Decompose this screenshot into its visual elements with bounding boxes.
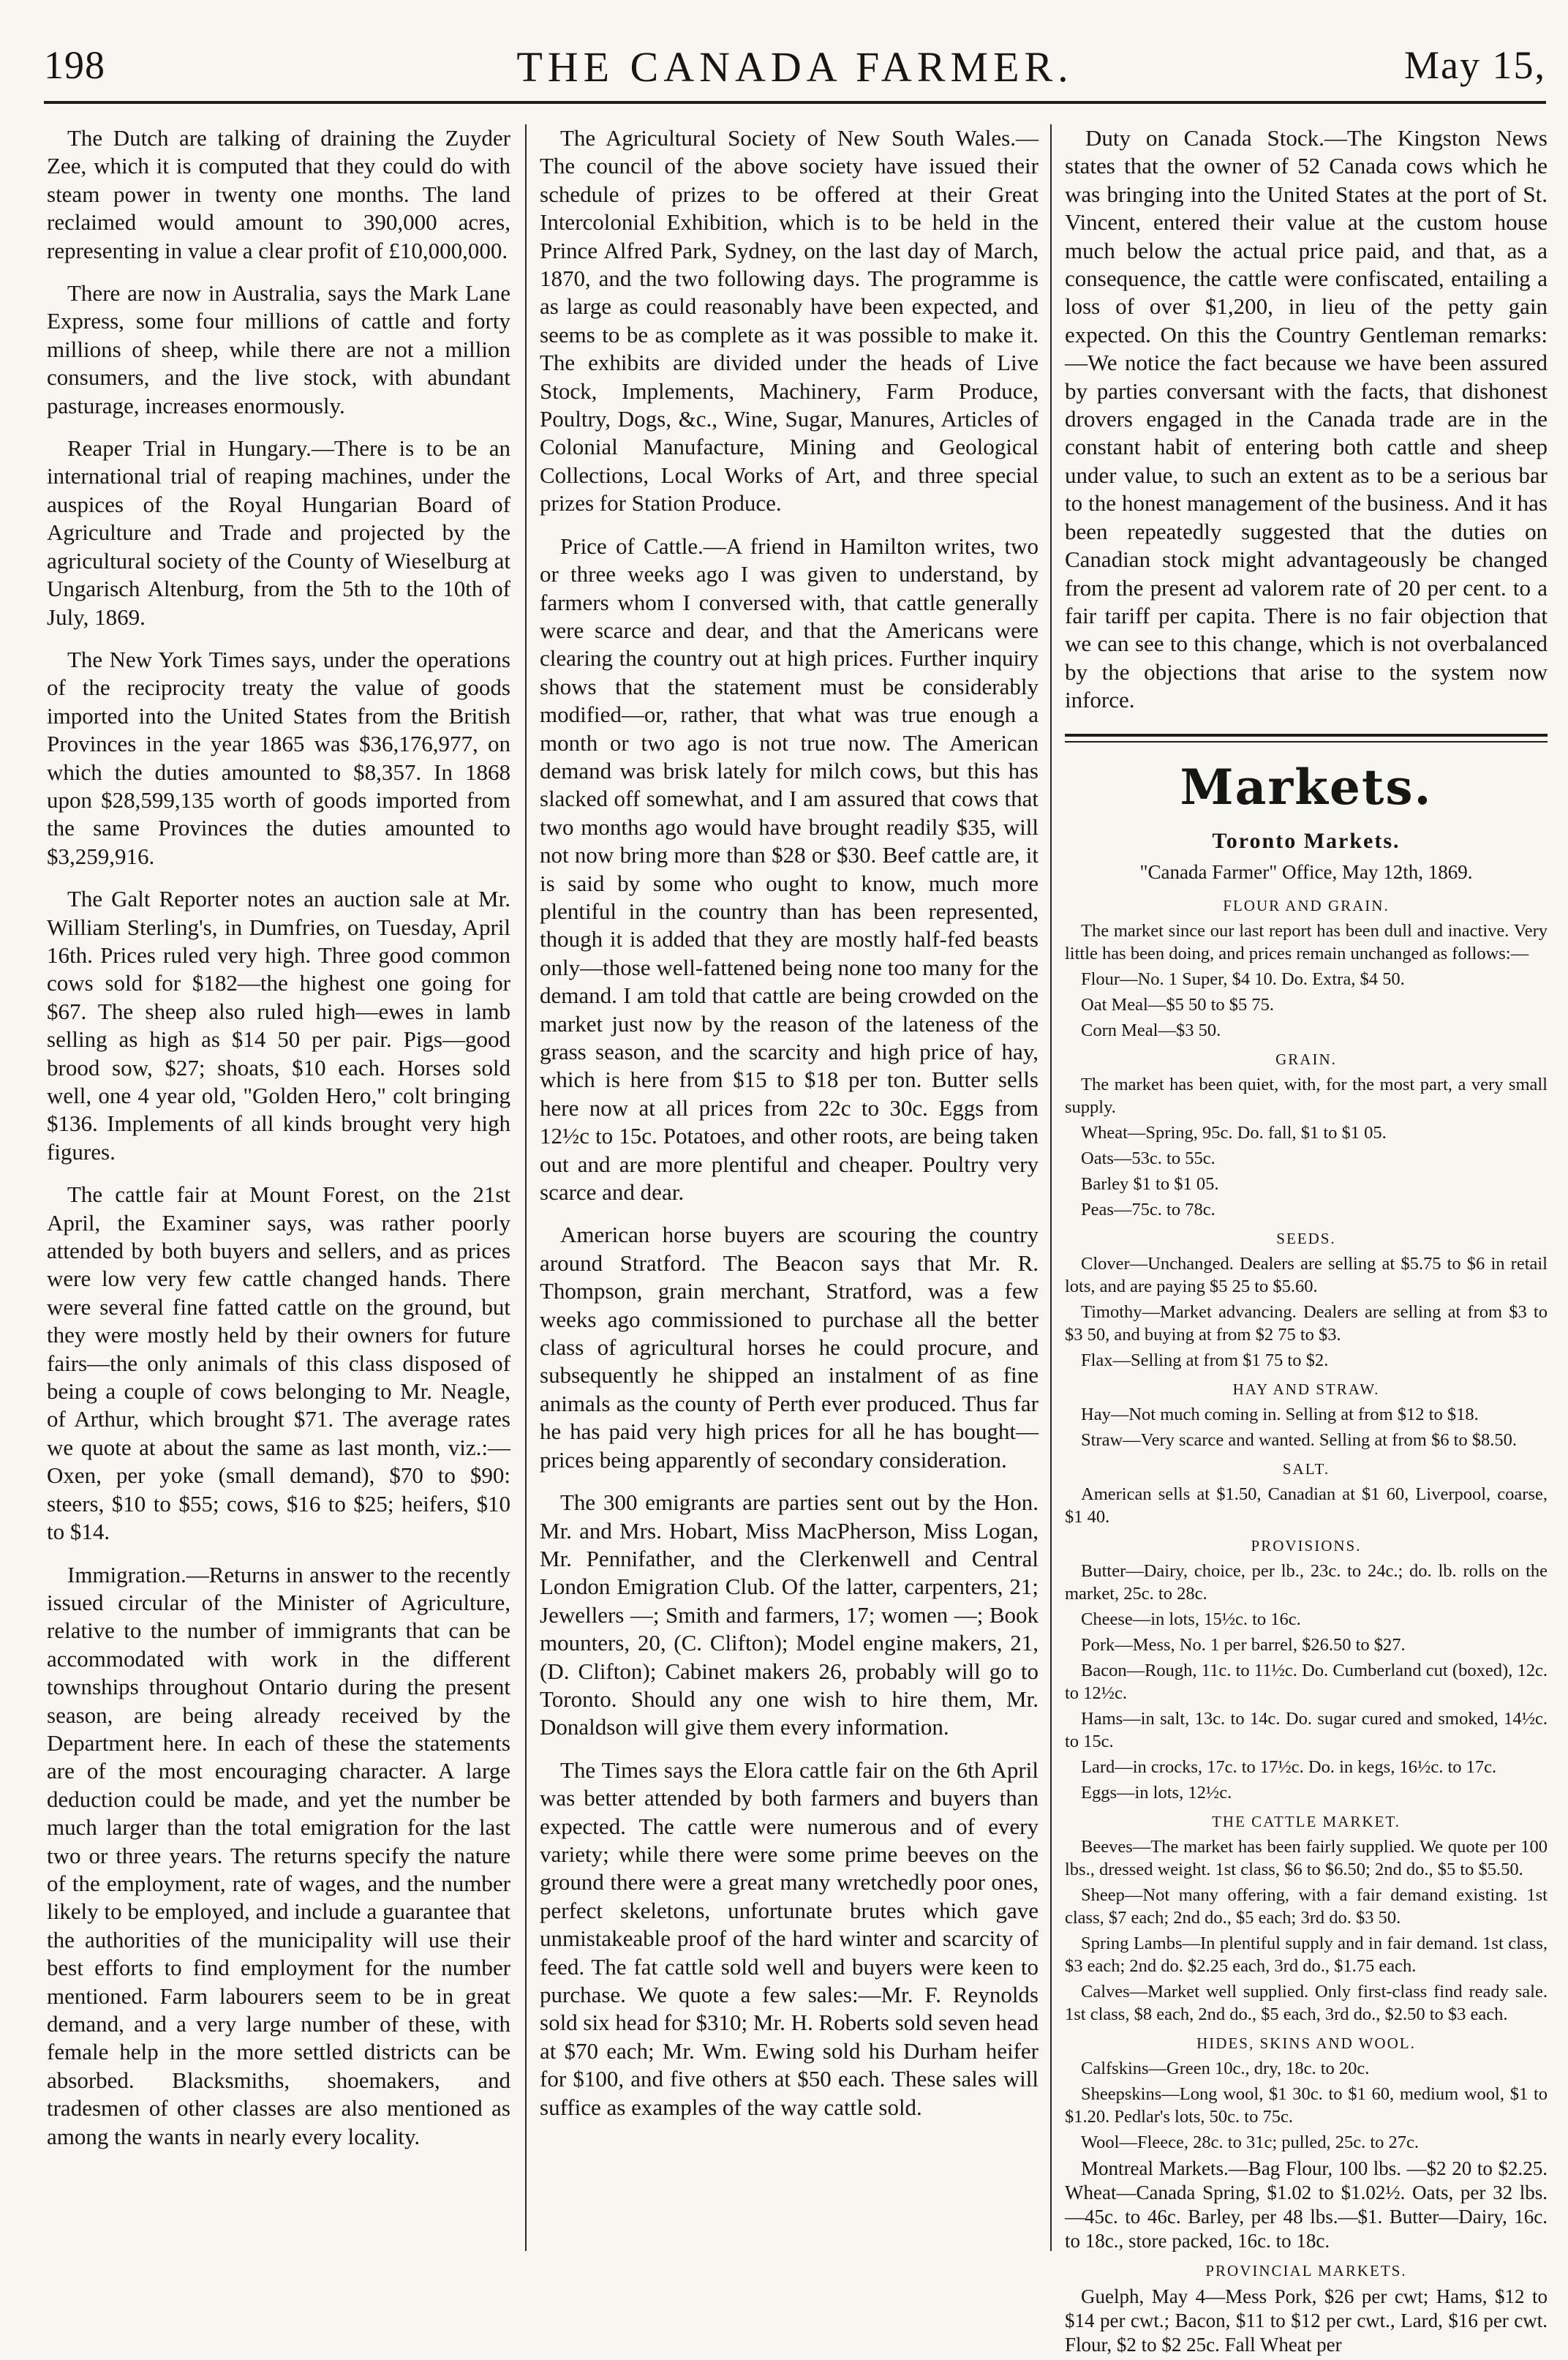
- article-reaper-trial: Reaper Trial in Hungary.—There is to be an international trial of reaping machines, under the auspices of the Royal Hungarian Board of Agriculture and Trade and projected by the agricultural society of the County of Wieselburg at Ungarisch Altenburg, from the 5th to the 10th of July, 1869.: [47, 435, 510, 630]
- markets-rule-top: [1065, 734, 1548, 737]
- masthead: [44, 38, 1546, 97]
- montreal-markets: Montreal Markets.—Bag Flour, 100 lbs. —$2 20 to $2.25. Wheat—Canada Spring, $1.02 to $1.02½. Oats, per 32 lbs.—45c. to 46c. Barley, per 48 lbs.—$1. Butter—Dairy, 16c. to 18c., store packed, 16c. to 18c.: [1065, 2157, 1548, 2252]
- page-number: 198: [44, 43, 105, 87]
- timothy-price: Timothy—Market advancing. Dealers are selling at from $3 to $3 50, and buying at from $2 75 to $3.: [1065, 1301, 1548, 1345]
- cornmeal-price: Corn Meal—$3 50.: [1081, 1020, 1221, 1040]
- sheep-price: Sheep—Not many offering, with a fair demand existing. 1st class, $7 each; 2nd do., $5 each; 3rd do. $3 50.: [1065, 1884, 1548, 1928]
- column-1: [47, 124, 510, 2165]
- column-3: [1065, 124, 1548, 2360]
- salt-heading: SALT.: [1282, 1459, 1330, 1478]
- article-price-of-cattle: Price of Cattle.—A friend in Hamilton writes, two or three weeks ago I was given to understand, by farmers whom I conversed with, that cattle generally were scarce and dear, and that the Americans were clearing the country out at high prices. Further inquiry shows that the statement must be considerably modified—or, rather, that what was true enough a month or two ago is not true now. The American demand was brisk lately for milch cows, but this has slacked off somewhat, and I am assured that cows that two months ago would have brought readily $35, will not now bring more than $28 or $30. Beef cattle are, it is said by some who ought to know, much more plentiful in the country than has been represented, though it is added that they are mostly half-fed beasts only—those well-fattened being none too many for the demand. I am told that cattle are being crowded on the market just now by the reason of the lateness of the grass season, and the scarcity and high price of hay, which is here from $15 to $18 per ton. Butter sells here now at all prices from 22c to 30c. Eggs from 12½c to 15c. Potatoes, and other roots, are being taken out and are more plentiful and cheaper. Poultry very scarce and dear.: [540, 533, 1039, 1206]
- pork-price: Pork—Mess, No. 1 per barrel, $26.50 to $27.: [1081, 1634, 1406, 1655]
- oats-price: Oats—53c. to 55c.: [1081, 1148, 1215, 1168]
- oatmeal-price: Oat Meal—$5 50 to $5 75.: [1081, 994, 1275, 1015]
- seeds-heading: SEEDS.: [1276, 1229, 1336, 1247]
- bacon-price: Bacon—Rough, 11c. to 11½c. Do. Cumberland cut (boxed), 12c. to 12½c.: [1065, 1660, 1548, 1703]
- article-zuyder-zee: The Dutch are talking of draining the Zuyder Zee, which it is computed that they could do with steam power in twenty one months. The land reclaimed would amount to 390,000 acres, representing in value a clear profit of £10,000,000.: [47, 125, 510, 263]
- salt-price: American sells at $1.50, Canadian at $1 60, Liverpool, coarse, $1 40.: [1065, 1484, 1548, 1527]
- wheat-price: Wheat—Spring, 95c. Do. fall, $1 to $1 05.: [1081, 1122, 1387, 1143]
- flour-grain-heading: FLOUR AND GRAIN.: [1223, 896, 1390, 914]
- markets-dateline: "Canada Farmer" Office, May 12th, 1869.: [1139, 860, 1473, 883]
- sheepskins-price: Sheepskins—Long wool, $1 30c. to $1 60, medium wool, $1 to $1.20. Pedlar's lots, 50c. to 75c.: [1065, 2083, 1548, 2127]
- flour-intro: The market since our last report has been dull and inactive. Very little has been doing, and prices remain unchanged as follows:—: [1065, 920, 1548, 963]
- peas-price: Peas—75c. to 78c.: [1081, 1199, 1215, 1220]
- issue-date: May 15,: [1404, 43, 1546, 87]
- column-2: [540, 124, 1039, 2136]
- wool-price: Wool—Fleece, 28c. to 31c; pulled, 25c. to 27c.: [1081, 2132, 1420, 2152]
- grain-heading: GRAIN.: [1275, 1050, 1337, 1068]
- hay-straw-heading: HAY AND STRAW.: [1232, 1380, 1380, 1398]
- hay-price: Hay—Not much coming in. Selling at from $12 to $18.: [1081, 1404, 1479, 1424]
- markets-rule-bottom: [1065, 741, 1548, 743]
- butter-price: Butter—Dairy, choice, per lb., 23c. to 24c.; do. lb. rolls on the market, 25c. to 28c.: [1065, 1560, 1548, 1604]
- eggs-price: Eggs—in lots, 12½c.: [1081, 1782, 1232, 1803]
- article-nsw-society: The Agricultural Society of New South Wales.—The council of the above society have issued their schedule of prizes to be offered at their Great Intercolonial Exhibition, which is to be held in the Prince Alfred Park, Sydney, on the last day of March, 1870, and the two following days. The programme is as large as could reasonably have been expected, and seems to be as complete as it was possible to make it. The exhibits are divided under the heads of Live Stock, Implements, Machinery, Farm Produce, Poultry, Dogs, &c., Wine, Sugar, Manures, Articles of Colonial Manufacture, Mining and Geological Collections, Local Works of Art, and three special prizes for Station Produce.: [540, 125, 1039, 516]
- article-reciprocity-treaty: The New York Times says, under the operations of the reciprocity treaty the value of goods imported into the United States from the British Provinces in the year 1865 was $36,176,977, on which the duties amounted to $8,357. In 1868 upon $28,599,135 worth of goods imported from the same Provinces the duties amounted to $3,259,916.: [47, 646, 510, 869]
- beeves-price: Beeves—The market has been fairly supplied. We quote per 100 lbs., dressed weight. 1st class, $6 to $6.50; 2nd do., $5 to $5.50.: [1065, 1836, 1548, 1879]
- clover-price: Clover—Unchanged. Dealers are selling at $5.75 to $6 in retail lots, and are paying $5 25 to $5.60.: [1065, 1253, 1548, 1296]
- straw-price: Straw—Very scarce and wanted. Selling at from $6 to $8.50.: [1081, 1429, 1518, 1450]
- paper-title: THE CANADA FARMER.: [516, 43, 1074, 91]
- calfskins-price: Calfskins—Green 10c., dry, 18c. to 20c.: [1081, 2058, 1370, 2078]
- barley-price: Barley $1 to $1 05.: [1081, 1173, 1219, 1194]
- markets-title: Markets.: [1180, 758, 1433, 816]
- lard-price: Lard—in crocks, 17c. to 17½c. Do. in kegs, 16½c. to 17c.: [1081, 1756, 1497, 1777]
- column-divider-1: [525, 124, 527, 2251]
- article-elora-fair: The Times says the Elora cattle fair on the 6th April was better attended by both farmers and buyers than expected. The cattle were numerous and of every variety; while there were some prime beeves on the ground there were a great many wretchedly poor ones, perfect skeletons, unfortunate brutes which gave unmistakeable proof of the hard winter and scarcity of feed. The fat cattle sold well and buyers were keen to purchase. We quote a few sales:—Mr. F. Reynolds sold six head for $310; Mr. H. Roberts sold seven head at $70 each; Mr. Wm. Ewing sold his Durham heifer for $100, and five others at $50 each. These sales will suffice as examples of the way cattle sold.: [540, 1756, 1039, 2120]
- cheese-price: Cheese—in lots, 15½c. to 16c.: [1081, 1609, 1301, 1629]
- grain-intro: The market has been quiet, with, for the most part, a very small supply.: [1065, 1074, 1548, 1117]
- article-galt-auction: The Galt Reporter notes an auction sale at Mr. William Sterling's, in Dumfries, on Tuesday, April 16th. Prices ruled very high. Three good common cows sold for $182—the highest one going for $67. The sheep also ruled high—ewes in lamb selling as high as $14 50 per pair. Pigs—good brood sow, $27; shoats, $10 each. Horses sold well, one 4 year old, "Golden Hero," colt bringing $136. Implements of all kinds brought very high figures.: [47, 886, 510, 1165]
- provisions-heading: PROVISIONS.: [1251, 1536, 1362, 1555]
- flax-price: Flax—Selling at from $1 75 to $2.: [1081, 1350, 1329, 1370]
- hides-heading: HIDES, SKINS AND WOOL.: [1196, 2034, 1416, 2052]
- article-horse-buyers: American horse buyers are scouring the country around Stratford. The Beacon says that Mr. R. Thompson, grain merchant, Stratford, was a few weeks ago commissioned to purchase all the better class of agricultural horses he could procure, and subsequently he shipped an instalment of as fine animals as the county of Perth ever produced. Thus far he has paid very high prices for all he has bought—prices being apparently of secondary consideration.: [540, 1222, 1039, 1473]
- article-emigrants: The 300 emigrants are parties sent out by the Hon. Mr. and Mrs. Hobart, Miss MacPherson, Miss Logan, Mr. Pennifather, and the Clerkenwell and Central London Emigration Club. Of the latter, carpenters, 21; Jewellers —; Smith and farmers, 17; women —; Book mounters, 20, (C. Clifton); Model engine makers, 21, (D. Clifton); Cabinet makers 26, probably will go to Toronto. Should any one wish to hire them, Mr. Donaldson will give them every information.: [540, 1489, 1039, 1740]
- article-australia-stock: There are now in Australia, says the Mark Lane Express, some four millions of cattle and forty millions of sheep, while there are not a million consumers, and the live stock, with abundant pasturage, increases enormously.: [47, 280, 510, 418]
- lambs-price: Spring Lambs—In plentiful supply and in fair demand. 1st class, $3 each; 2nd do. $2.25 each, 3rd do., $1.75 each.: [1065, 1933, 1548, 1976]
- calves-price: Calves—Market well supplied. Only first-class find ready sale. 1st class, $8 each, 2nd do., $5 each, 3rd do., $2.50 to $3 each.: [1065, 1981, 1548, 2024]
- provincial-markets-heading: PROVINCIAL MARKETS.: [1205, 2261, 1407, 2280]
- header-rule: [44, 101, 1546, 104]
- column-divider-2: [1050, 124, 1052, 2251]
- toronto-markets-title: Toronto Markets.: [1212, 828, 1401, 853]
- flour-price: Flour—No. 1 Super, $4 10. Do. Extra, $4 50.: [1081, 969, 1405, 989]
- article-immigration: Immigration.—Returns in answer to the recently issued circular of the Minister of Agriculture, relative to the number of immigrants that can be accommodated with work in the different townships throughout Ontario during the present season, are being already received by the Department here. In each of these the statements are of the most encouraging character. A large deduction could be made, and yet the number be much larger than the total emigration for the last two or three years. The returns specify the nature of the employment, rate of wages, and the number likely to be employed, and include a guarantee that the authorities of the municipality will use their best efforts to find employment for the number mentioned. Farm labourers seem to be in great demand, and a very large number of these, with female help in the more settled districts can be absorbed. Blacksmiths, shoemakers, and tradesmen of other classes are also mentioned as among the wants in nearly every locality.: [47, 1561, 510, 2149]
- article-mount-forest-fair: The cattle fair at Mount Forest, on the 21st April, the Examiner says, was rather poorly attended by both buyers and sellers, and as prices were low very few cattle changed hands. There were several fine fatted cattle on the ground, but they were mostly held by their owners for future fairs—the only animals of this class disposed of being a couple of cows belonging to Mr. Neagle, of Arthur, which brought $71. The average rates we quote at about the same as last month, viz.:—Oxen, per yoke (small demand), $70 to $90: steers, $10 to $55; cows, $16 to $25; heifers, $10 to $14.: [47, 1181, 510, 1545]
- hams-price: Hams—in salt, 13c. to 14c. Do. sugar cured and smoked, 14½c. to 15c.: [1065, 1708, 1548, 1751]
- cattle-market-heading: THE CATTLE MARKET.: [1212, 1812, 1401, 1830]
- guelph-market: Guelph, May 4—Mess Pork, $26 per cwt; Hams, $12 to $14 per cwt.; Bacon, $11 to $12 per cwt., Lard, $16 per cwt. Flour, $2 to $2 25c. Fall Wheat per: [1065, 2285, 1548, 2356]
- article-duty-canada-stock: Duty on Canada Stock.—The Kingston News states that the owner of 52 Canada cows which he was bringing into the United States at the port of St. Vincent, entered their value at the custom house much below the actual price paid, and that, as a consequence, the cattle were confiscated, entailing a loss of over $1,200, in lieu of the petty gain expected. On this the Country Gentleman remarks:—We notice the fact because we have been assured by parties conversant with the facts, that dishonest drovers engaged in the Canada trade are in the constant habit of entering both cattle and sheep under value, to such an extent as to be a serious bar to the honest management of the business. And it has been repeatedly suggested that the duties on Canadian stock might advantageously be changed from the present ad valorem rate of 20 per cent. to a fair tariff per capita. There is no fair objection that we can see to this change, which is not overbalanced by the objections that arise to the system now inforce.: [1065, 125, 1548, 713]
